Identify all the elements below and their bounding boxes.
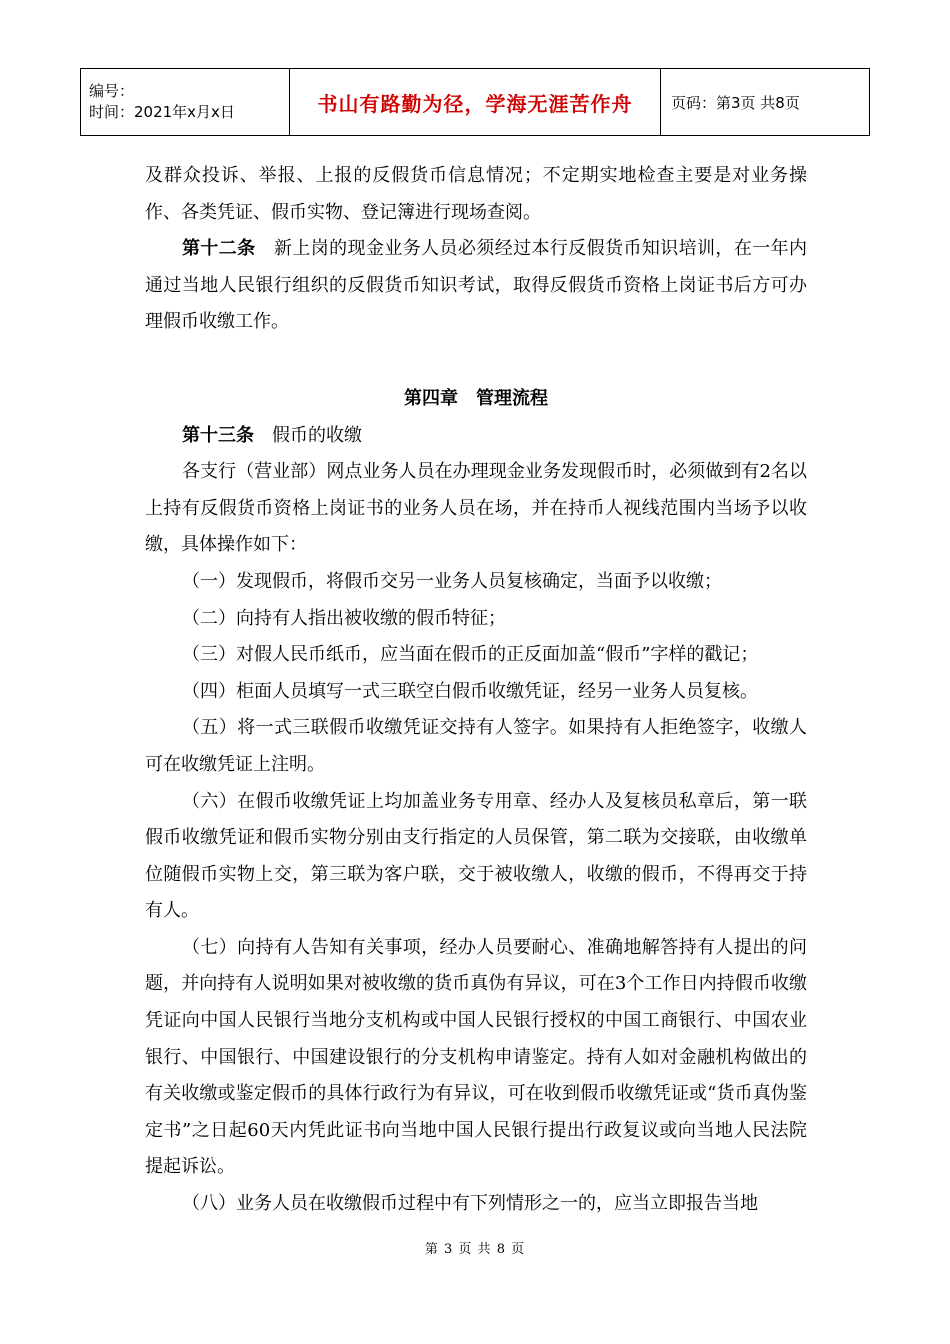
header-motto: 书山有路勤为径，学海无涯苦作舟 — [290, 69, 661, 136]
paragraph: 各支行（营业部）网点业务人员在办理现金业务发现假币时，必须做到有2名以上持有反假货币资格上岗证书的业务人员在场，并在持币人视线范围内当场予以收缴，具体操作如下： — [145, 461, 807, 556]
header-page-info: 页码：第3页 共8页 — [661, 69, 870, 136]
document-body — [145, 158, 807, 1223]
list-item: （四）柜面人员填写一式三联空白假币收缴凭证，经另一业务人员复核。 — [182, 680, 758, 702]
article-title: 第十三条 — [182, 424, 254, 446]
list-item: （五）将一式三联假币收缴凭证交持有人签字。如果持有人拒绝签字，收缴人可在收缴凭证上注明。 — [145, 717, 807, 775]
article-text: 新上岗的现金业务人员必须经过本行反假货币知识培训，在一年内通过当地人民银行组织的反假货币知识考试，取得反假货币资格上岗证书后方可办理假币收缴工作。 — [145, 238, 807, 333]
list-item: （三）对假人民币纸币，应当面在假币的正反面加盖“假币”字样的戳记； — [182, 644, 759, 666]
chapter-title: 第四章 管理流程 — [404, 387, 548, 409]
article-title: 第十二条 — [182, 238, 256, 260]
article-13 — [145, 418, 807, 455]
list-item: （七）向持有人告知有关事项，经办人员要耐心、准确地解答持有人提出的问题，并向持有人说明如果对被收缴的货币真伪有异议，可在3个工作日内持假币收缴凭证向中国人民银行当地分支机构或中国人民银行授权的中国工商银行、中国农业银行、中国银行、中国建设银行的分支机构申请鉴定。持有人如对金融机构做出的有关收缴或鉴定假币的具体行政行为有异议，可在收到假币收缴凭证或“货币真伪鉴定书”之日起60天内凭此证书向当地中国人民银行提出行政复议或向当地人民法院提起诉讼。 — [145, 936, 807, 1178]
document-header — [80, 68, 870, 136]
paragraph: 及群众投诉、举报、上报的反假货币信息情况；不定期实地检查主要是对业务操作、各类凭证、假币实物、登记簿进行现场查阅。 — [145, 165, 807, 223]
page-footer: 第 3 页 共 8 页 — [424, 1242, 526, 1257]
header-meta — [81, 69, 290, 136]
article-text: 假币的收缴 — [254, 424, 362, 446]
list-item: （二）向持有人指出被收缴的假币特征； — [182, 607, 506, 629]
date-label: 时间：2021年x月x日 — [89, 103, 235, 121]
list-item: （六）在假币收缴凭证上均加盖业务专用章、经办人及复核员私章后，第一联假币收缴凭证和假币实物分别由支行指定的人员保管，第二联为交接联，由收缴单位随假币实物上交，第三联为客户联，交于被收缴人，收缴的假币，不得再交于持有人。 — [145, 790, 807, 922]
number-label: 编号： — [89, 82, 135, 100]
list-item: （八）业务人员在收缴假币过程中有下列情形之一的，应当立即报告当地 — [182, 1193, 758, 1215]
article-12 — [145, 231, 807, 341]
list-item: （一）发现假币，将假币交另一业务人员复核确定，当面予以收缴； — [182, 570, 722, 592]
